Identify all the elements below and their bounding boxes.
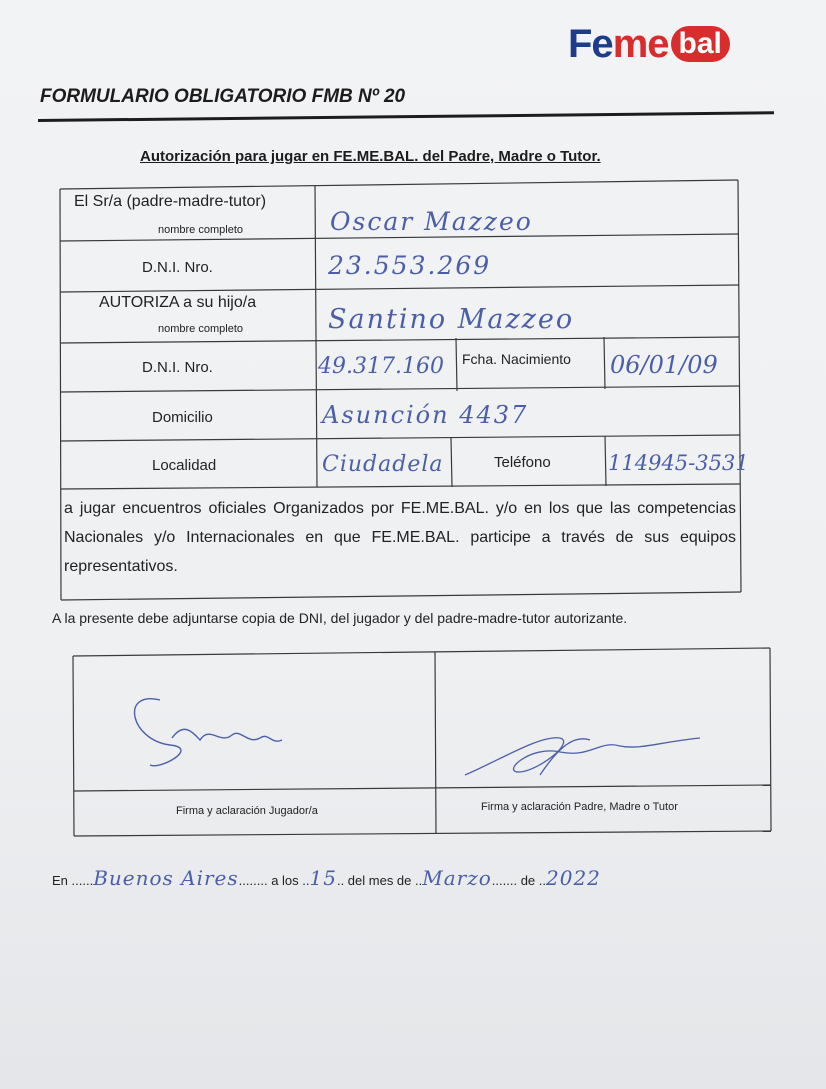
footer-year: 2022 bbox=[546, 866, 601, 890]
parent-label: El Sr/a (padre-madre-tutor) bbox=[74, 193, 267, 210]
player-signature-label: Firma y aclaración Jugador/a bbox=[176, 805, 318, 817]
footer-month: Marzo bbox=[422, 866, 492, 890]
attachment-note: A la presente debe adjuntarse copia de DNI, del jugador y del padre-madre-tutor autorizante. bbox=[52, 610, 628, 626]
authorization-text: a jugar encuentros oficiales Organizados por FE.ME.BAL. y/o en los que las competencias Nacionales y/o Internacionales en que FE.ME.BAL. participe a través de sus equipos representativos. bbox=[64, 500, 736, 575]
logo-text-me: me bbox=[612, 21, 669, 66]
child-sublabel: nombre completo bbox=[158, 323, 243, 335]
parent-name-value: Oscar Mazzeo bbox=[330, 207, 533, 236]
femebal-logo bbox=[568, 22, 730, 66]
birth-date-label: Fcha. Nacimiento bbox=[462, 351, 571, 367]
birth-date-value: 06/01/09 bbox=[610, 351, 718, 379]
child-label: AUTORIZA a su hijo/a bbox=[99, 294, 257, 311]
form-title: FORMULARIO OBLIGATORIO FMB Nº 20 bbox=[40, 86, 406, 107]
footer-place: Buenos Aires bbox=[93, 866, 239, 890]
address-value: Asunción 4437 bbox=[322, 401, 529, 429]
footer-de: de bbox=[520, 873, 536, 888]
footer-a-los: a los bbox=[271, 873, 299, 888]
parent-dni-label: D.N.I. Nro. bbox=[142, 259, 213, 276]
child-dni-value: 49.317.160 bbox=[318, 354, 444, 379]
footer-date-line: En ......Buenos Aires........ a los ..15.. del mes de ..Marzo....... de ..2022 bbox=[52, 866, 601, 890]
parent-signature-label: Firma y aclaración Padre, Madre o Tutor bbox=[481, 801, 678, 813]
footer-en: En bbox=[52, 873, 68, 888]
logo-text-bal: bal bbox=[671, 26, 730, 62]
parent-sublabel: nombre completo bbox=[158, 224, 243, 236]
address-label: Domicilio bbox=[152, 409, 213, 426]
child-name-value: Santino Mazzeo bbox=[328, 304, 575, 335]
player-signature-drawing bbox=[135, 699, 282, 766]
city-label: Localidad bbox=[152, 457, 217, 474]
parent-dni-value: 23.553.269 bbox=[328, 251, 492, 280]
title-divider bbox=[38, 111, 774, 122]
child-dni-label: D.N.I. Nro. bbox=[142, 359, 213, 376]
city-value: Ciudadela bbox=[322, 452, 444, 477]
footer-del-mes-de: del mes de bbox=[347, 873, 412, 888]
logo-text-fe: Fe bbox=[568, 21, 613, 66]
form-subtitle: Autorización para jugar en FE.ME.BAL. del Padre, Madre o Tutor. bbox=[140, 148, 601, 165]
phone-value: 114945-3531 bbox=[608, 451, 749, 475]
footer-day: 15 bbox=[309, 866, 337, 890]
parent-signature-drawing bbox=[465, 738, 700, 775]
phone-label: Teléfono bbox=[494, 454, 551, 471]
